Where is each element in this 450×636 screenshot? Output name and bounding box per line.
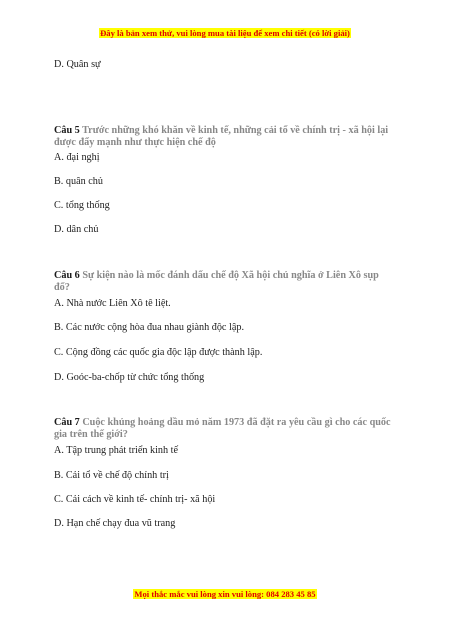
question-5-title bbox=[54, 125, 396, 149]
question-6-option-d: D. Goóc-ba-chốp từ chức tổng thống bbox=[54, 372, 205, 383]
question-number: Câu 6 bbox=[54, 270, 80, 281]
question-7-option-c: C. Cải cách về kinh tế- chính trị- xã hội bbox=[54, 494, 216, 505]
question-7-option-d: D. Hạn chế chạy đua vũ trang bbox=[54, 518, 176, 529]
question-6-title bbox=[54, 270, 396, 294]
question-7-title bbox=[54, 417, 396, 441]
question-7-option-b: B. Cải tổ về chế độ chính trị bbox=[54, 470, 169, 481]
question-5-option-d: D. dân chủ bbox=[54, 224, 99, 235]
question-5-option-c: C. tổng thống bbox=[54, 200, 110, 211]
preview-notice-banner bbox=[0, 28, 450, 38]
preview-notice-text: Đây là bản xem thử, vui lòng mua tài liệu để xem chi tiết (có lời giải) bbox=[100, 28, 350, 38]
question-7-option-a: A. Tập trung phát triển kinh tế bbox=[54, 445, 179, 456]
option-d-previous: D. Quân sự bbox=[54, 59, 101, 70]
question-number: Câu 7 bbox=[54, 417, 80, 428]
contact-notice-banner bbox=[0, 589, 450, 599]
question-text: Sự kiện nào là mốc đánh dấu chế độ Xã hội chủ nghĩa ở Liên Xô sụp đổ? bbox=[54, 270, 379, 293]
question-6-option-a: A. Nhà nước Liên Xô tê liệt. bbox=[54, 298, 171, 309]
question-text: Trước những khó khăn về kinh tế, những cải tổ về chính trị - xã hội lại được đẩy mạnh như thực hiện chế độ bbox=[54, 125, 389, 148]
question-5-option-a: A. đại nghị bbox=[54, 152, 100, 163]
question-text: Cuộc khủng hoảng dầu mỏ năm 1973 đã đặt ra yêu cầu gì cho các quốc gia trên thế giới? bbox=[54, 417, 391, 440]
question-6-option-c: C. Cộng đồng các quốc gia độc lập được thành lập. bbox=[54, 347, 263, 358]
question-6-option-b: B. Các nước cộng hòa đua nhau giành độc lập. bbox=[54, 322, 244, 333]
question-number: Câu 5 bbox=[54, 125, 80, 136]
question-5-option-b: B. quân chủ bbox=[54, 176, 103, 187]
contact-notice-text: Mọi thắc mắc vui lòng xin vui lòng: 084 283 45 85 bbox=[134, 589, 316, 599]
